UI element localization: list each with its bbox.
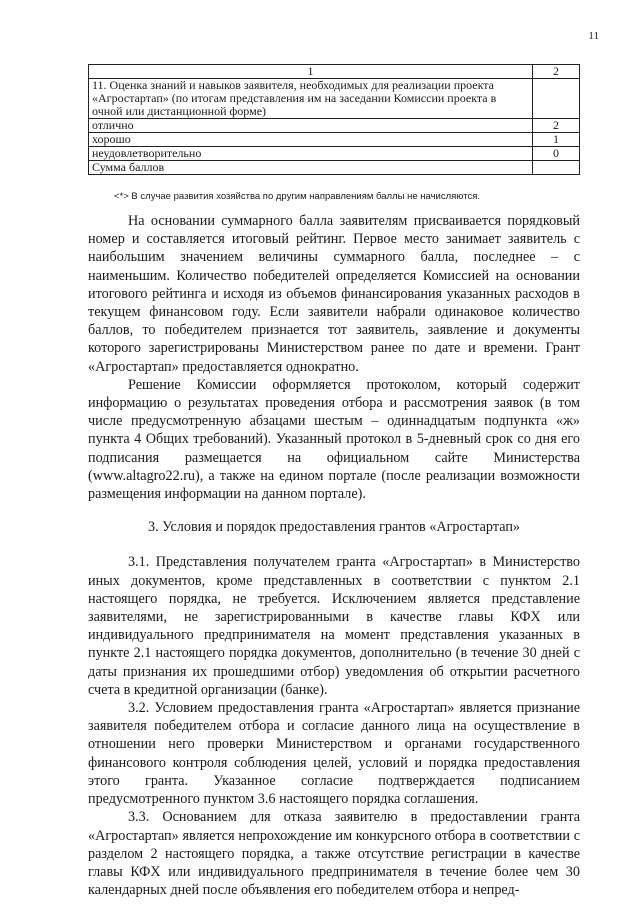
- table-header-col-1: 1: [89, 65, 533, 79]
- paragraph-3-2: 3.2. Условием предоставления гранта «Агростартап» является признание заявителя победителем отбора и согласие данного лица на осуществление в отношении него проверки Министерством и органами государственного финансового контроля соблюдения целей, условий и порядка предоставления этого гранта. Указанное согласие подтверждается подписанием предусмотренного пунктом 3.6 настоящего порядка соглашения.: [88, 700, 580, 808]
- table-row: [89, 147, 580, 161]
- row-score: [533, 161, 580, 175]
- table-row: [89, 133, 580, 147]
- paragraph-protocol: Решение Комиссии оформляется протоколом, который содержит информацию о результатах проведения отбора и рассмотрения заявок (в том числе предусмотренную абзацами шестым – одиннадцатым подпункта «ж» пункта 4 Общих требований). Указанный протокол в 5-дневный срок со дня его подписания размещается на официальном сайте Министерства (www.altagro22.ru), а также на едином портале (после реализации возможности размещения информации на данном портале).: [88, 376, 580, 503]
- section-heading: 3. Условия и порядок предоставления грантов «Агростартап»: [147, 519, 521, 536]
- paragraph-3-3: 3.3. Основанием для отказа заявителю в предоставлении гранта «Агростартап» является непрохождение им конкурсного отбора в соответствии с разделом 2 настоящего порядка, а также отсутствие регистрации в качестве главы КФХ или индивидуального предпринимателя в течение более чем 30 календарных дней после объявления его победителем отбора и непред-: [88, 809, 580, 899]
- row-score: 0: [533, 147, 580, 161]
- row-score: 1: [533, 133, 580, 147]
- scoring-table: [88, 64, 580, 175]
- criterion-text: 11. Оценка знаний и навыков заявителя, необходимых для реализации проекта «Агростартап» (по итогам представления им на заседании Комиссии проекта в очной или дистанционной форме): [89, 79, 533, 119]
- document-body: [88, 212, 580, 899]
- paragraph-3-1: 3.1. Представления получателем гранта «Агростартап» в Министерство иных документов, кроме представленных в соответствии с пунктом 2.1 настоящего порядка, не требуется. Исключением является представление заявителями, не зарегистрированными в качестве главы КФХ или индивидуального предпринимателя на момент представления указанных в пункте 2.1 настоящего порядка документов, дополнительно (в течение 30 дней с даты признания их прошедшими отбор) уведомления об открытии расчетного счета в кредитной организации (банке).: [88, 554, 580, 698]
- table-row-criterion: [89, 79, 580, 119]
- footnote: <*> В случае развития хозяйства по другим направлениям баллы не начисляются.: [114, 191, 480, 202]
- row-score: 2: [533, 119, 580, 133]
- row-label: Сумма баллов: [89, 161, 533, 175]
- criterion-score: [533, 79, 580, 119]
- row-label: хорошо: [89, 133, 533, 147]
- paragraph-rating: На основании суммарного балла заявителям присваивается порядковый номер и составляется итоговый рейтинг. Первое место занимает заявитель с наибольшим значением величины суммарного балла, последнее – с наименьшим. Количество победителей определяется Комиссией на основании итогового рейтинга и исходя из объемов финансирования указанных расходов в текущем финансовом году. Если заявители набрали одинаковое количество баллов, то победителем признается тот заявитель, заявление и документы которого зарегистрированы Министерством ранее по дате и времени. Грант «Агростартап» предоставляется однократно.: [88, 213, 580, 375]
- table-header-col-2: 2: [533, 65, 580, 79]
- table-row-total: [89, 161, 580, 175]
- row-label: отлично: [89, 119, 533, 133]
- page-number: 11: [588, 30, 599, 42]
- table-row: [89, 119, 580, 133]
- row-label: неудовлетворительно: [89, 147, 533, 161]
- table-header-row: [89, 65, 580, 79]
